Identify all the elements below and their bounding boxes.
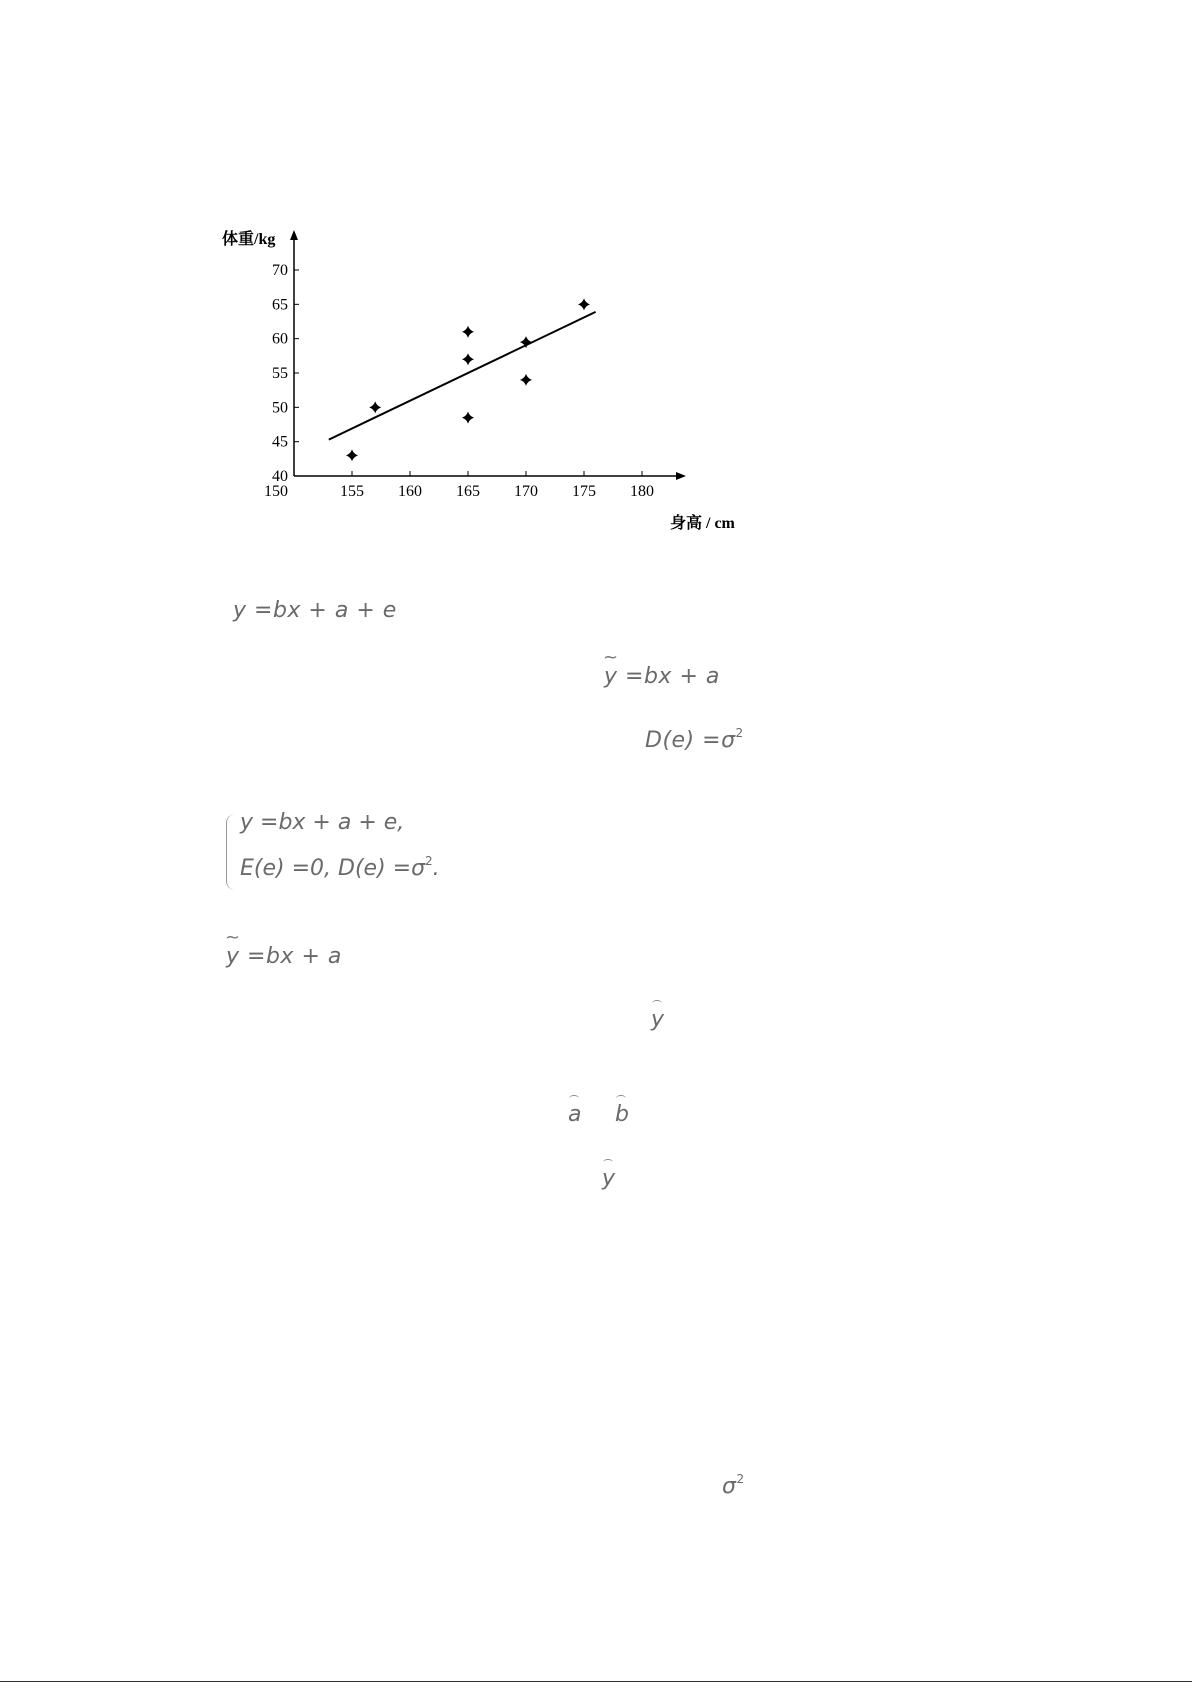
page-bottom-rule — [0, 1681, 1192, 1682]
system-line-1: y =bx + a + e, — [240, 810, 405, 835]
x-tick-label: 155 — [340, 483, 364, 500]
x-tick-label: 165 — [456, 483, 480, 500]
y-hat-symbol: y — [602, 1166, 616, 1191]
data-point — [369, 401, 381, 413]
y-tick-label: 70 — [272, 262, 288, 279]
y-tilde-symbol: ~ y — [604, 664, 618, 689]
data-point — [346, 449, 358, 461]
system-line-2 — [240, 854, 440, 881]
data-point — [578, 298, 590, 310]
scatter-chart — [200, 222, 760, 542]
y-tick-label: 45 — [272, 433, 288, 451]
chart-points — [346, 298, 590, 461]
superscript-2: 2 — [736, 1472, 745, 1486]
system-line-2-period: . — [432, 856, 440, 881]
superscript-2: 2 — [735, 726, 744, 740]
y-tick-label: 60 — [272, 330, 288, 348]
y-hat-symbol: y — [651, 1007, 665, 1032]
data-point — [462, 353, 474, 365]
left-brace — [226, 814, 235, 890]
data-point — [462, 412, 474, 424]
y-axis-arrow — [290, 230, 298, 240]
equation-regression-estimate-rhs: =bx + a — [625, 664, 720, 689]
x-tick-label: 170 — [514, 483, 538, 500]
x-tick-label: 150 — [264, 483, 288, 500]
a-hat-symbol: a — [568, 1102, 582, 1127]
b-hat-symbol: b — [615, 1102, 629, 1127]
y-tick-label: 50 — [272, 399, 288, 417]
sigma-squared — [722, 1472, 745, 1499]
superscript-2: 2 — [425, 854, 433, 868]
regression-line — [329, 312, 596, 440]
data-point — [462, 326, 474, 338]
equation-regression-estimate — [604, 664, 720, 689]
y-tick-label: 55 — [272, 365, 288, 382]
x-axis-arrow — [676, 472, 686, 480]
equation-regression-estimate-2-rhs: =bx + a — [247, 944, 342, 969]
chart-ticks — [264, 262, 654, 500]
equation-linear-model: y =bx + a + e — [233, 598, 397, 623]
x-tick-label: 175 — [572, 483, 596, 500]
y-tilde-symbol: ~ y — [226, 944, 240, 969]
equation-variance-text: D(e) =σ — [645, 728, 736, 753]
x-axis-title: 身高 / cm — [670, 515, 735, 532]
equation-regression-estimate-2 — [226, 944, 342, 969]
data-point — [520, 374, 532, 386]
equation-variance — [645, 726, 744, 753]
chart-axes — [290, 230, 686, 480]
y-axis-title: 体重/kg — [222, 231, 276, 248]
sigma-symbol: σ — [722, 1474, 737, 1499]
system-line-2-text: E(e) =0, D(e) =σ — [240, 856, 426, 881]
x-tick-label: 160 — [398, 483, 422, 500]
y-tick-label: 40 — [272, 468, 288, 485]
y-tick-label: 65 — [272, 296, 288, 314]
x-tick-label: 180 — [630, 483, 654, 500]
